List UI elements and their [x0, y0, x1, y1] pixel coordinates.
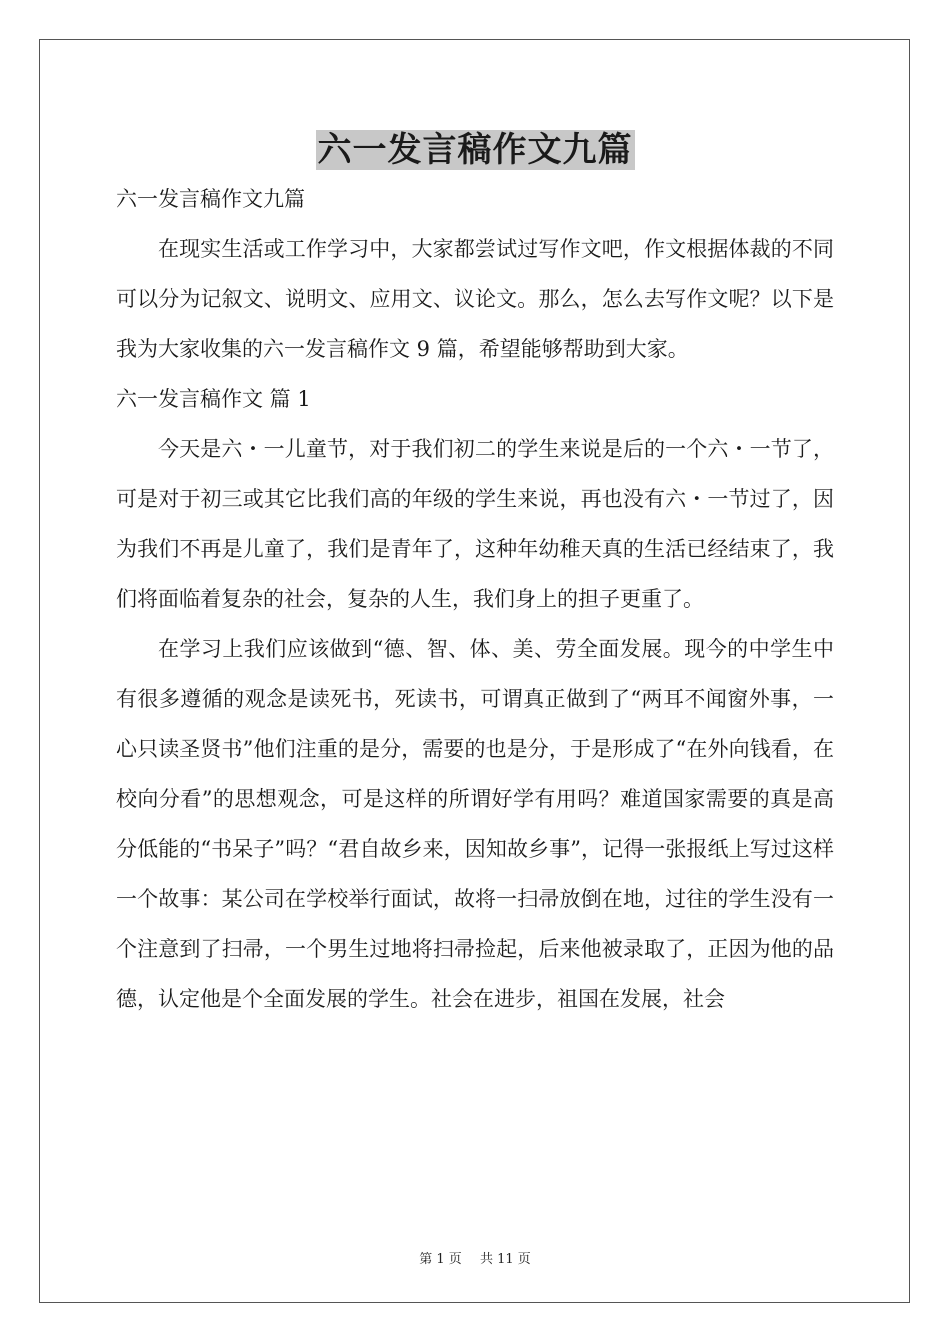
- page-number: 第 1 页: [419, 1252, 462, 1267]
- body-paragraph: 在学习上我们应该做到“德、智、体、美、劳全面发展。现今的中学生中有很多遵循的观念是读死书，死读书，可谓真正做到了“两耳不闻窗外事，一心只读圣贤书”他们注重的是分，需要的也是分，于是形成了“在外向钱看，在校向分看”的思想观念，可是这样的所谓好学有用吗？难道国家需要的真是高分低能的“书呆子”吗？“君自故乡来，因知故乡事”，记得一张报纸上写过这样一个故事：某公司在学校举行面试，故将一扫帚放倒在地，过往的学生没有一个注意到了扫帚，一个男生过地将扫帚捡起，后来他被录取了，正因为他的品德，认定他是个全面发展的学生。社会在进步，祖国在发展，社会: [116, 637, 834, 1011]
- intro-paragraph: 在现实生活或工作学习中，大家都尝试过写作文吧，作文根据体裁的不同可以分为记叙文、说明文、应用文、议论文。那么，怎么去写作文呢？以下是我为大家收集的六一发言稿作文 9 篇，希望能够帮助到大家。: [116, 237, 834, 361]
- document-title-text: 六一发言稿作文九篇: [317, 130, 633, 170]
- document-title: [0, 128, 950, 172]
- section-heading: 六一发言稿作文 篇 1: [116, 387, 311, 411]
- page-total: 共 11 页: [479, 1252, 531, 1267]
- subtitle-line: 六一发言稿作文九篇: [116, 187, 305, 211]
- body-paragraph: 今天是六・一儿童节，对于我们初二的学生来说是后的一个六・一节了，可是对于初三或其它比我们高的年级的学生来说，再也没有六・一节过了，因为我们不再是儿童了，我们是青年了，这种年幼稚天真的生活已经结束了，我们将面临着复杂的社会，复杂的人生，我们身上的担子更重了。: [116, 437, 834, 611]
- page-footer: [0, 1248, 950, 1267]
- document-body: [116, 174, 834, 1024]
